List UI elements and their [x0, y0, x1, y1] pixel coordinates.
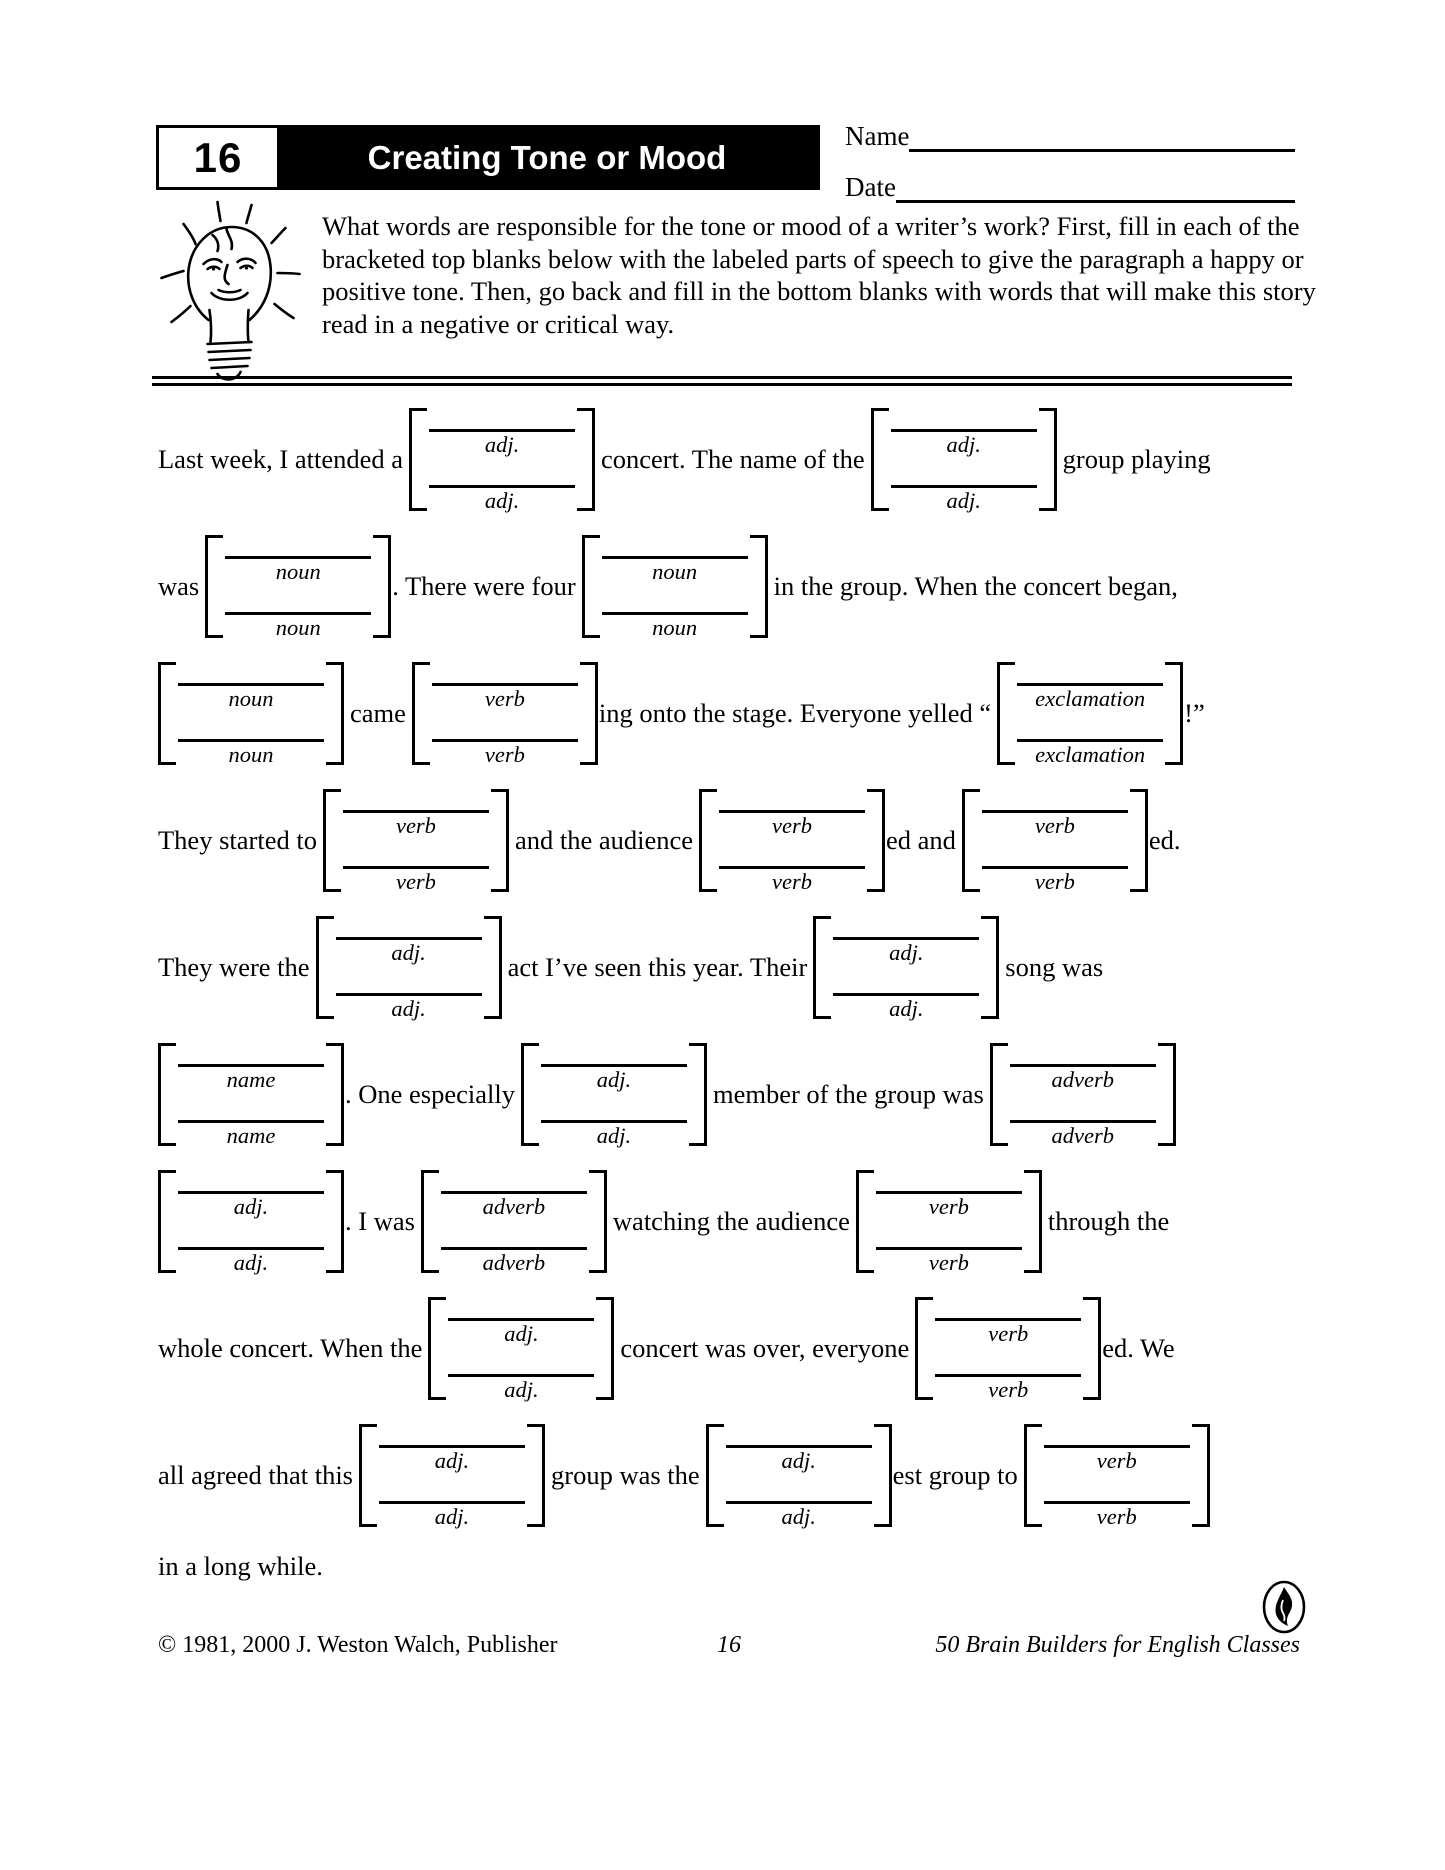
- blank-body: [334, 916, 484, 1019]
- bottom-write-line[interactable]: [225, 612, 371, 640]
- left-bracket-icon: [997, 662, 1015, 765]
- story-text: . I was: [345, 1206, 415, 1236]
- part-of-speech-label: noun: [275, 615, 321, 640]
- bottom-write-line[interactable]: [726, 1501, 872, 1529]
- part-of-speech-label: verb: [484, 686, 525, 711]
- part-of-speech-label: adj.: [596, 1123, 632, 1148]
- left-bracket-icon: [1024, 1424, 1042, 1527]
- part-of-speech-label: adj.: [504, 1321, 539, 1346]
- blank-body: [539, 1043, 689, 1146]
- left-bracket-icon: [813, 916, 831, 1019]
- part-of-speech-label: verb: [928, 1250, 969, 1275]
- part-of-speech-label: verb: [484, 742, 525, 767]
- blank-noun[interactable]: [205, 535, 391, 638]
- part-of-speech-label: verb: [928, 1194, 969, 1219]
- part-of-speech-label: name: [226, 1123, 276, 1148]
- story-text: . There were four: [392, 571, 576, 601]
- blank-body: [874, 1170, 1024, 1273]
- blank-verb[interactable]: [856, 1170, 1042, 1273]
- part-of-speech-label: verb: [1096, 1504, 1137, 1529]
- name-label: Name: [845, 121, 910, 151]
- date-row: [845, 169, 1295, 203]
- date-label: Date: [845, 172, 896, 202]
- bottom-write-line[interactable]: [982, 866, 1128, 894]
- bottom-write-line[interactable]: [876, 1247, 1022, 1275]
- right-bracket-icon: [596, 1297, 614, 1400]
- blank-adj[interactable]: [158, 1170, 344, 1273]
- story-text: . One especially: [345, 1079, 515, 1109]
- part-of-speech-label: adj.: [484, 432, 520, 457]
- blank-body: [1015, 662, 1165, 765]
- part-of-speech-label: verb: [772, 813, 812, 838]
- blank-body: [980, 789, 1130, 892]
- story-row: [158, 1170, 1298, 1273]
- part-of-speech-label: verb: [772, 869, 812, 894]
- part-of-speech-label: adj.: [391, 940, 426, 965]
- part-of-speech-label: adj.: [946, 488, 981, 513]
- bottom-write-line[interactable]: [719, 866, 865, 894]
- lesson-number: 16: [159, 128, 277, 187]
- part-of-speech-label: adj.: [889, 940, 924, 965]
- part-of-speech-label: adverb: [482, 1194, 546, 1219]
- blank-body: [600, 535, 750, 638]
- part-of-speech-label: adverb: [1051, 1123, 1115, 1148]
- left-bracket-icon: [521, 1043, 539, 1146]
- blank-adverb[interactable]: [421, 1170, 607, 1273]
- left-bracket-icon: [421, 1170, 439, 1273]
- left-bracket-icon: [706, 1424, 724, 1527]
- part-of-speech-label: adj.: [781, 1504, 816, 1529]
- top-write-line[interactable]: [541, 1064, 687, 1092]
- right-bracket-icon: [874, 1424, 892, 1527]
- story-text: watching the audience: [612, 1206, 850, 1236]
- top-write-line[interactable]: [982, 810, 1128, 838]
- right-bracket-icon: [326, 1043, 344, 1146]
- left-bracket-icon: [915, 1297, 933, 1400]
- bottom-write-line[interactable]: [935, 1374, 1081, 1402]
- story-row: [158, 916, 1298, 1019]
- right-bracket-icon: [1192, 1424, 1210, 1527]
- left-bracket-icon: [990, 1043, 1008, 1146]
- top-write-line[interactable]: [876, 1191, 1022, 1219]
- right-bracket-icon: [527, 1424, 545, 1527]
- part-of-speech-label: name: [226, 1067, 276, 1092]
- student-id-block: [845, 118, 1295, 203]
- story-row: [158, 408, 1298, 511]
- name-write-line[interactable]: [909, 119, 1295, 152]
- blank-body: [1042, 1424, 1192, 1527]
- story-text: was: [158, 571, 200, 601]
- bottom-write-line[interactable]: [891, 485, 1037, 513]
- bottom-write-line[interactable]: [541, 1120, 687, 1148]
- part-of-speech-label: verb: [1034, 813, 1075, 838]
- bottom-write-line[interactable]: [1044, 1501, 1190, 1529]
- blank-verb[interactable]: [412, 662, 598, 765]
- right-bracket-icon: [1165, 662, 1183, 765]
- blank-body: [724, 1424, 874, 1527]
- date-write-line[interactable]: [896, 170, 1295, 203]
- right-bracket-icon: [689, 1043, 707, 1146]
- part-of-speech-label: verb: [988, 1321, 1029, 1346]
- story-body: [158, 408, 1298, 1582]
- bottom-write-line[interactable]: [178, 1120, 324, 1148]
- left-bracket-icon: [205, 535, 223, 638]
- blank-body: [439, 1170, 589, 1273]
- right-bracket-icon: [326, 1170, 344, 1273]
- blank-verb[interactable]: [699, 789, 885, 892]
- copyright-text: © 1981, 2000 J. Weston Walch, Publisher: [158, 1632, 558, 1658]
- blank-verb[interactable]: [323, 789, 509, 892]
- bottom-write-line[interactable]: [432, 739, 578, 767]
- blank-body: [831, 916, 981, 1019]
- bottom-write-line[interactable]: [1010, 1120, 1156, 1148]
- right-bracket-icon: [484, 916, 502, 1019]
- left-bracket-icon: [582, 535, 600, 638]
- story-text: Last week, I attended a: [158, 444, 404, 474]
- right-bracket-icon: [1024, 1170, 1042, 1273]
- part-of-speech-label: exclamation: [1035, 686, 1146, 711]
- part-of-speech-label: adj.: [889, 996, 924, 1021]
- blank-adj[interactable]: [316, 916, 502, 1019]
- blank-body: [377, 1424, 527, 1527]
- blank-body: [717, 789, 867, 892]
- lightbulb-face-icon: [146, 192, 314, 384]
- page-title: Creating Tone or Mood: [367, 138, 727, 176]
- blank-body: [933, 1297, 1083, 1400]
- story-text: They started to: [158, 825, 317, 855]
- part-of-speech-label: verb: [395, 813, 436, 838]
- part-of-speech-label: verb: [395, 869, 436, 894]
- story-text: through the: [1047, 1206, 1170, 1236]
- right-bracket-icon: [580, 662, 598, 765]
- blank-adverb[interactable]: [990, 1043, 1176, 1146]
- story-text: concert was over, everyone: [620, 1333, 910, 1363]
- top-write-line[interactable]: [429, 429, 575, 457]
- left-bracket-icon: [699, 789, 717, 892]
- top-write-line[interactable]: [379, 1445, 525, 1473]
- blank-noun[interactable]: [582, 535, 768, 638]
- top-write-line[interactable]: [719, 810, 865, 838]
- story-text: !”: [1184, 698, 1205, 728]
- blank-verb[interactable]: [915, 1297, 1101, 1400]
- top-write-line[interactable]: [1010, 1064, 1156, 1092]
- page-footer: [158, 1632, 1300, 1659]
- part-of-speech-label: adj.: [504, 1377, 539, 1402]
- right-bracket-icon: [750, 535, 768, 638]
- part-of-speech-label: adj.: [233, 1194, 269, 1219]
- top-write-line[interactable]: [891, 429, 1037, 457]
- story-text: concert. The name of the: [601, 444, 865, 474]
- top-write-line[interactable]: [336, 937, 482, 965]
- right-bracket-icon: [577, 408, 595, 511]
- blank-exclamation[interactable]: [997, 662, 1183, 765]
- right-bracket-icon: [981, 916, 999, 1019]
- story-text: member of the group was: [712, 1079, 984, 1109]
- story-text: ed.: [1148, 825, 1181, 855]
- part-of-speech-label: verb: [1034, 869, 1075, 894]
- bottom-write-line[interactable]: [336, 993, 482, 1021]
- right-bracket-icon: [1130, 789, 1148, 892]
- top-write-line[interactable]: [432, 683, 578, 711]
- part-of-speech-label: noun: [275, 559, 321, 584]
- blank-body: [430, 662, 580, 765]
- bottom-write-line[interactable]: [178, 739, 324, 767]
- story-text: act I’ve seen this year. Their: [507, 952, 808, 982]
- blank-name[interactable]: [158, 1043, 344, 1146]
- blank-adj[interactable]: [409, 408, 595, 511]
- left-bracket-icon: [158, 1170, 176, 1273]
- left-bracket-icon: [323, 789, 341, 892]
- part-of-speech-label: adj.: [391, 996, 426, 1021]
- right-bracket-icon: [867, 789, 885, 892]
- right-bracket-icon: [1158, 1043, 1176, 1146]
- bottom-write-line[interactable]: [178, 1247, 324, 1275]
- left-bracket-icon: [428, 1297, 446, 1400]
- left-bracket-icon: [158, 662, 176, 765]
- right-bracket-icon: [1039, 408, 1057, 511]
- blank-body: [223, 535, 373, 638]
- part-of-speech-label: adverb: [482, 1250, 546, 1275]
- blank-adj[interactable]: [428, 1297, 614, 1400]
- blank-verb[interactable]: [962, 789, 1148, 892]
- top-write-line[interactable]: [935, 1318, 1081, 1346]
- part-of-speech-label: adj.: [233, 1250, 269, 1275]
- part-of-speech-label: noun: [652, 615, 698, 640]
- story-text: and the audience: [514, 825, 693, 855]
- right-bracket-icon: [491, 789, 509, 892]
- bottom-write-line[interactable]: [429, 485, 575, 513]
- part-of-speech-label: adj.: [434, 1448, 470, 1473]
- story-text: They were the: [158, 952, 310, 982]
- story-text: group playing: [1062, 444, 1211, 474]
- series-title: 50 Brain Builders for English Classes: [935, 1632, 1300, 1658]
- bottom-write-line[interactable]: [833, 993, 979, 1021]
- top-write-line[interactable]: [441, 1191, 587, 1219]
- top-write-line[interactable]: [1044, 1445, 1190, 1473]
- instructions-text: What words are responsible for the tone or mood of a writer’s work? First, fill in each of the bracketed top blanks below with the labeled parts of speech to give the paragraph a happy or positive tone. Then, go back and fill in the bottom blanks with words that will make this story read in a negative or critical way.: [322, 211, 1316, 339]
- part-of-speech-label: adj.: [781, 1448, 816, 1473]
- left-bracket-icon: [871, 408, 889, 511]
- blank-adj[interactable]: [706, 1424, 892, 1527]
- right-bracket-icon: [589, 1170, 607, 1273]
- left-bracket-icon: [316, 916, 334, 1019]
- story-text: ed. We: [1102, 1333, 1175, 1363]
- blank-body: [176, 1170, 326, 1273]
- left-bracket-icon: [158, 1043, 176, 1146]
- blank-adj[interactable]: [813, 916, 999, 1019]
- part-of-speech-label: verb: [1096, 1448, 1137, 1473]
- right-bracket-icon: [1083, 1297, 1101, 1400]
- bottom-write-line[interactable]: [602, 612, 748, 640]
- blank-body: [176, 1043, 326, 1146]
- top-write-line[interactable]: [602, 556, 748, 584]
- story-text: group was the: [551, 1460, 700, 1490]
- top-write-line[interactable]: [1017, 683, 1163, 711]
- bottom-write-line[interactable]: [1017, 739, 1163, 767]
- blank-body: [427, 408, 577, 511]
- top-write-line[interactable]: [178, 1064, 324, 1092]
- blank-adj[interactable]: [359, 1424, 545, 1527]
- part-of-speech-label: exclamation: [1035, 742, 1146, 767]
- blank-body: [889, 408, 1039, 511]
- part-of-speech-label: noun: [652, 559, 698, 584]
- story-text: ing onto the stage. Everyone yelled “: [598, 698, 992, 728]
- part-of-speech-label: adj.: [484, 488, 520, 513]
- top-write-line[interactable]: [343, 810, 489, 838]
- blank-body: [176, 662, 326, 765]
- story-row: [158, 535, 1298, 638]
- bottom-write-line[interactable]: [343, 866, 489, 894]
- part-of-speech-label: adj.: [596, 1067, 632, 1092]
- story-row: [158, 1424, 1298, 1527]
- blank-body: [341, 789, 491, 892]
- top-write-line[interactable]: [833, 937, 979, 965]
- top-write-line[interactable]: [225, 556, 371, 584]
- story-text: song was: [1005, 952, 1104, 982]
- top-write-line[interactable]: [726, 1445, 872, 1473]
- part-of-speech-label: noun: [228, 742, 274, 767]
- left-bracket-icon: [856, 1170, 874, 1273]
- blank-noun[interactable]: [158, 662, 344, 765]
- story-text: all agreed that this: [158, 1460, 353, 1490]
- walch-flame-logo-icon: [1260, 1580, 1308, 1634]
- part-of-speech-label: noun: [228, 686, 274, 711]
- right-bracket-icon: [326, 662, 344, 765]
- story-text: ed and: [886, 825, 956, 855]
- story-text: whole concert. When the: [158, 1333, 423, 1363]
- part-of-speech-label: adverb: [1051, 1067, 1115, 1092]
- bottom-write-line[interactable]: [441, 1247, 587, 1275]
- top-write-line[interactable]: [178, 683, 324, 711]
- part-of-speech-label: verb: [988, 1377, 1029, 1402]
- blank-adj[interactable]: [521, 1043, 707, 1146]
- right-bracket-icon: [373, 535, 391, 638]
- closing-line: in a long while.: [158, 1551, 323, 1581]
- top-write-line[interactable]: [178, 1191, 324, 1219]
- bottom-write-line[interactable]: [379, 1501, 525, 1529]
- blank-body: [446, 1297, 596, 1400]
- top-write-line[interactable]: [448, 1318, 594, 1346]
- story-text: est group to: [892, 1460, 1018, 1490]
- blank-body: [1008, 1043, 1158, 1146]
- part-of-speech-label: adj.: [434, 1504, 470, 1529]
- left-bracket-icon: [359, 1424, 377, 1527]
- story-row: [158, 1297, 1298, 1400]
- left-bracket-icon: [409, 408, 427, 511]
- story-rows: [158, 408, 1298, 1527]
- story-row: [158, 662, 1298, 765]
- page-number: 16: [717, 1632, 741, 1658]
- lesson-header-bar: [156, 125, 820, 190]
- name-row: [845, 118, 1295, 152]
- story-text: came: [350, 698, 406, 728]
- bottom-write-line[interactable]: [448, 1374, 594, 1402]
- double-rule-divider: [152, 376, 1292, 386]
- story-row: [158, 789, 1298, 892]
- part-of-speech-label: adj.: [946, 432, 981, 457]
- story-text: in the group. When the concert began,: [773, 571, 1178, 601]
- left-bracket-icon: [412, 662, 430, 765]
- blank-verb[interactable]: [1024, 1424, 1210, 1527]
- blank-adj[interactable]: [871, 408, 1057, 511]
- story-row: [158, 1043, 1298, 1146]
- left-bracket-icon: [962, 789, 980, 892]
